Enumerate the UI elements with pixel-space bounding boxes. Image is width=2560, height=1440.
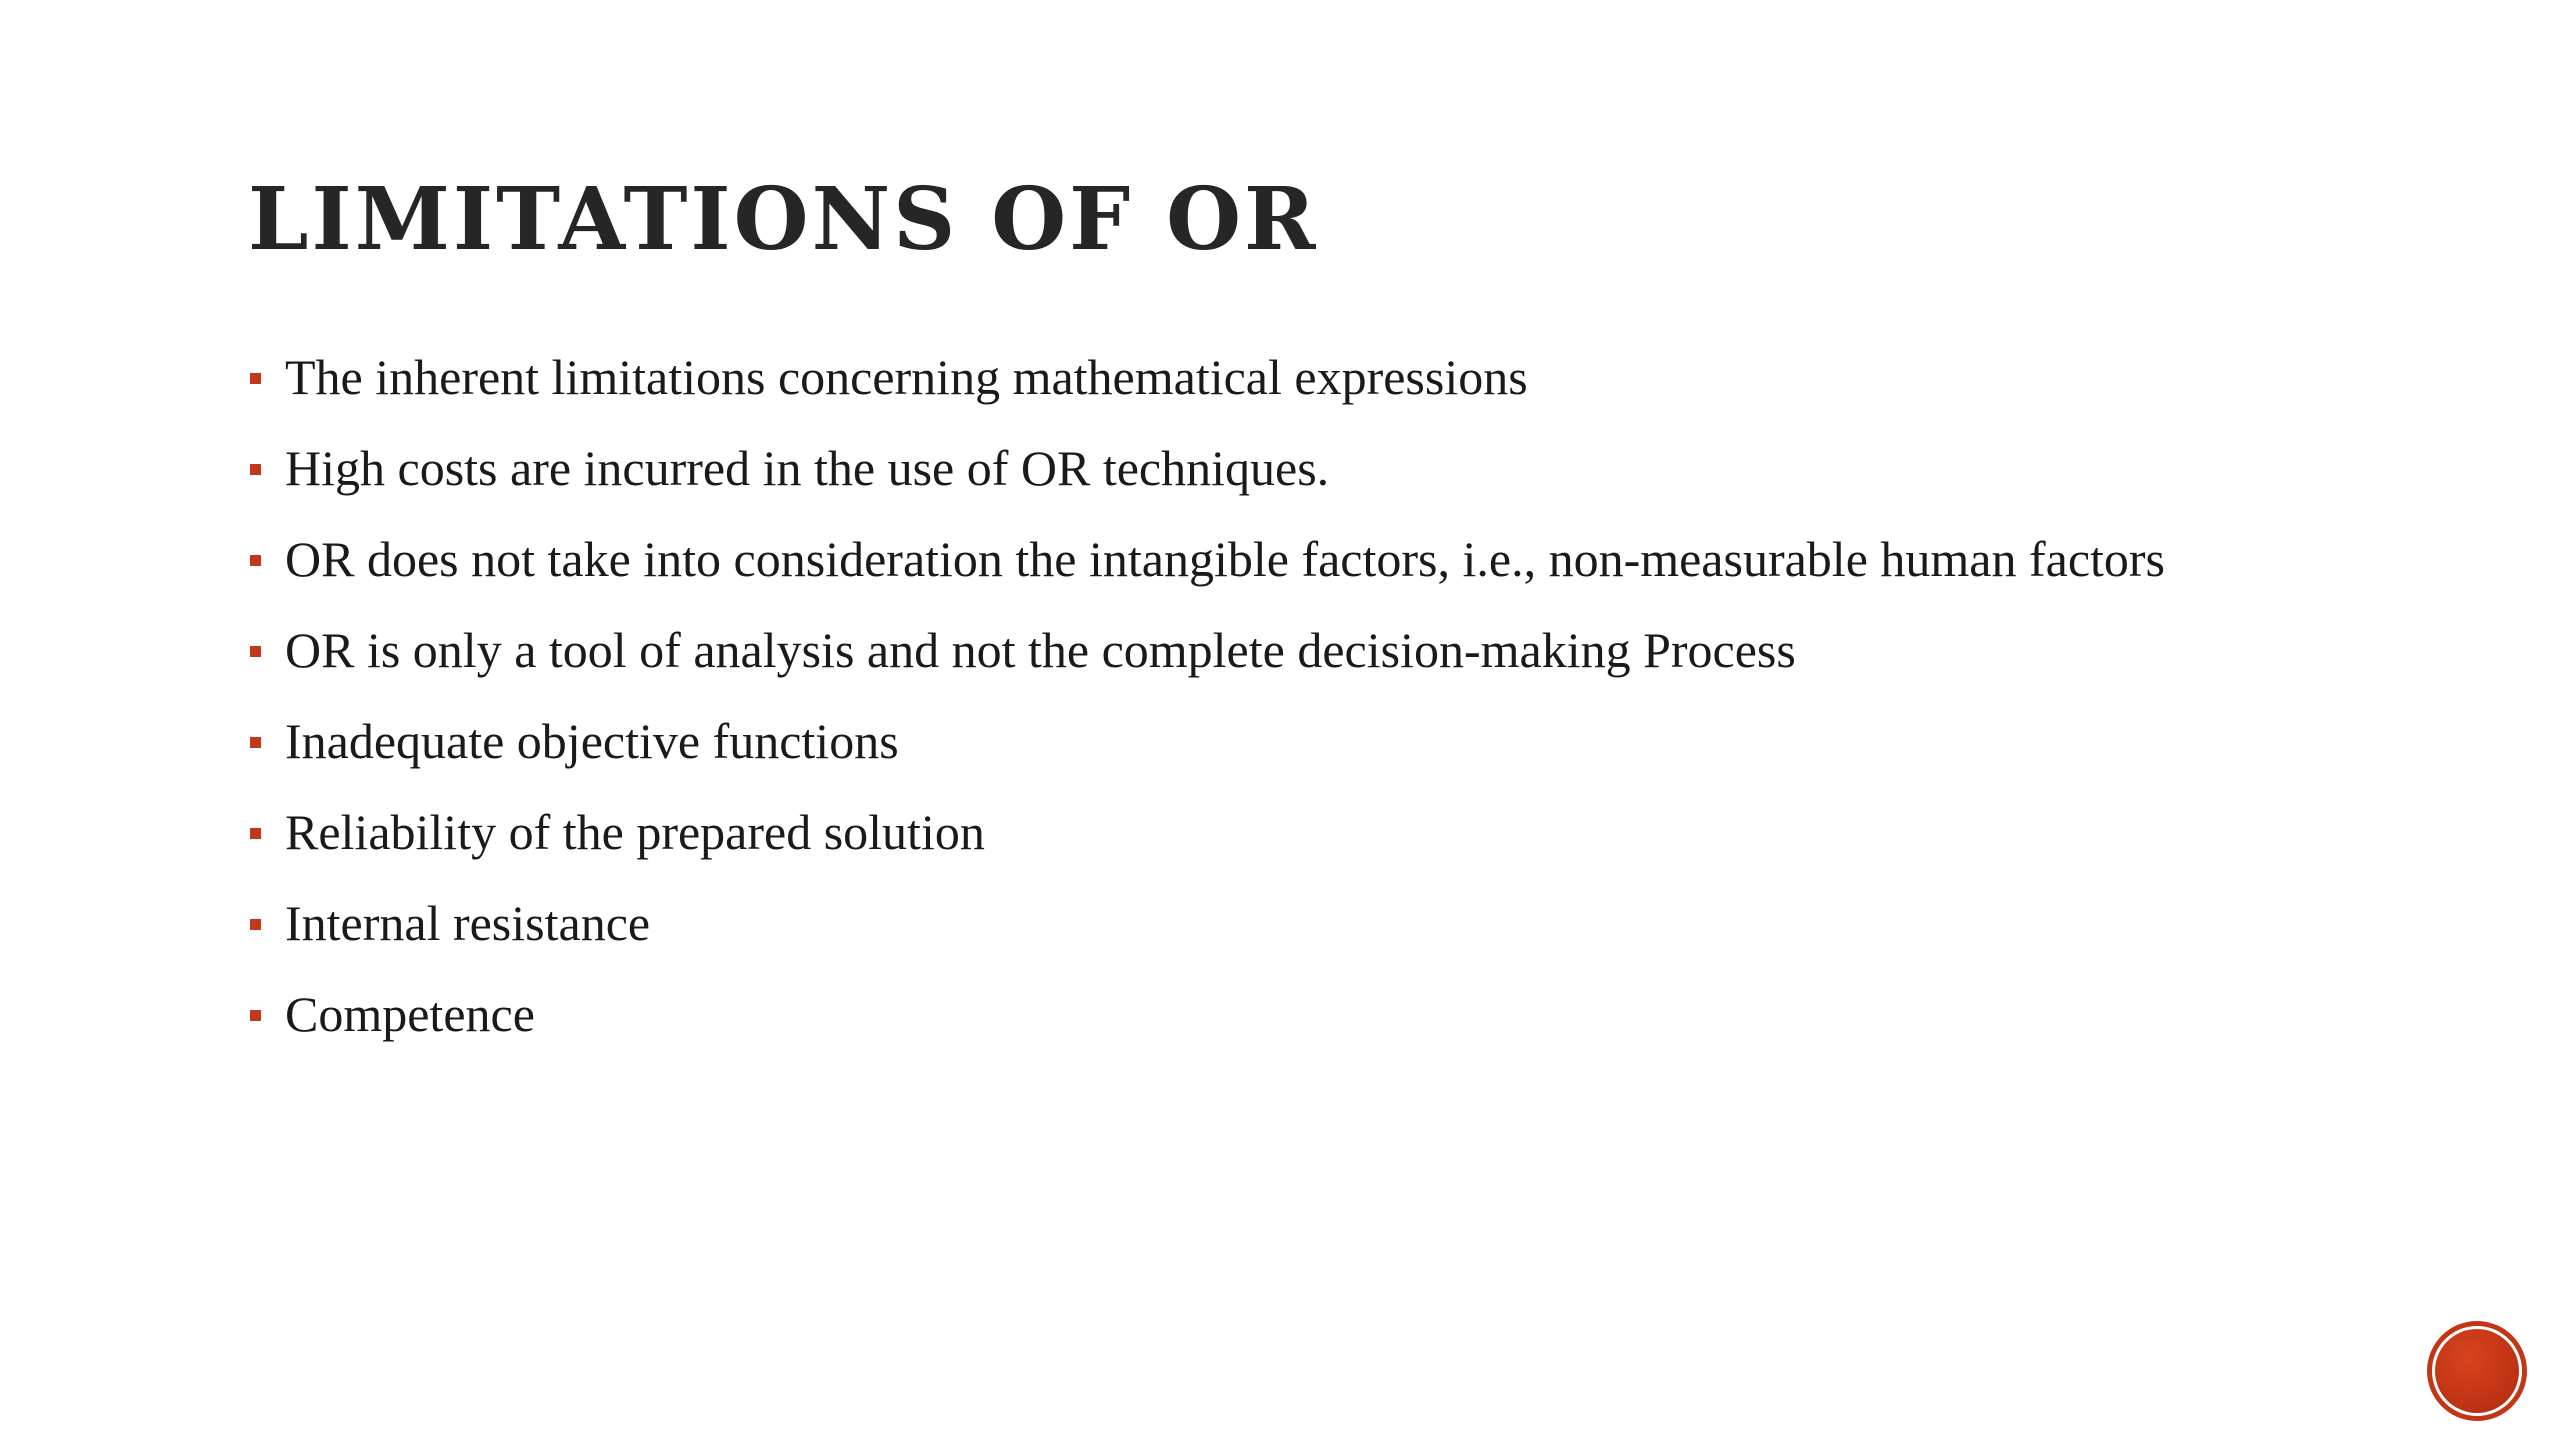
bullet-item bbox=[248, 439, 2348, 497]
square-bullet-icon bbox=[250, 828, 261, 839]
square-bullet-icon bbox=[250, 555, 261, 566]
square-bullet-icon bbox=[250, 737, 261, 748]
square-bullet-icon bbox=[250, 1010, 261, 1021]
square-bullet-icon bbox=[250, 646, 261, 657]
bullet-list bbox=[248, 348, 2348, 1076]
slide-number-badge bbox=[2432, 1326, 2522, 1416]
bullet-item bbox=[248, 621, 2348, 679]
slide-number bbox=[2432, 1326, 2522, 1416]
bullet-item bbox=[248, 348, 2348, 406]
bullet-item bbox=[248, 985, 2348, 1043]
bullet-text: Competence bbox=[285, 986, 535, 1042]
bullet-item bbox=[248, 530, 2348, 588]
bullet-text: The inherent limitations concerning mathematical expressions bbox=[285, 349, 1528, 405]
bullet-text: High costs are incurred in the use of OR techniques. bbox=[285, 440, 1330, 496]
square-bullet-icon bbox=[250, 373, 261, 384]
bullet-item bbox=[248, 894, 2348, 952]
bullet-text: Internal resistance bbox=[285, 895, 651, 951]
bullet-item bbox=[248, 803, 2348, 861]
slide-title: LIMITATIONS OF OR bbox=[248, 169, 1319, 270]
bullet-text: Inadequate objective functions bbox=[285, 713, 899, 769]
bullet-item bbox=[248, 712, 2348, 770]
square-bullet-icon bbox=[250, 464, 261, 475]
bullet-text: Reliability of the prepared solution bbox=[285, 804, 985, 860]
bullet-text: OR is only a tool of analysis and not the complete decision-making Process bbox=[285, 622, 1796, 678]
square-bullet-icon bbox=[250, 919, 261, 930]
bullet-text: OR does not take into consideration the intangible factors, i.e., non-measurable human factors bbox=[285, 531, 2166, 587]
